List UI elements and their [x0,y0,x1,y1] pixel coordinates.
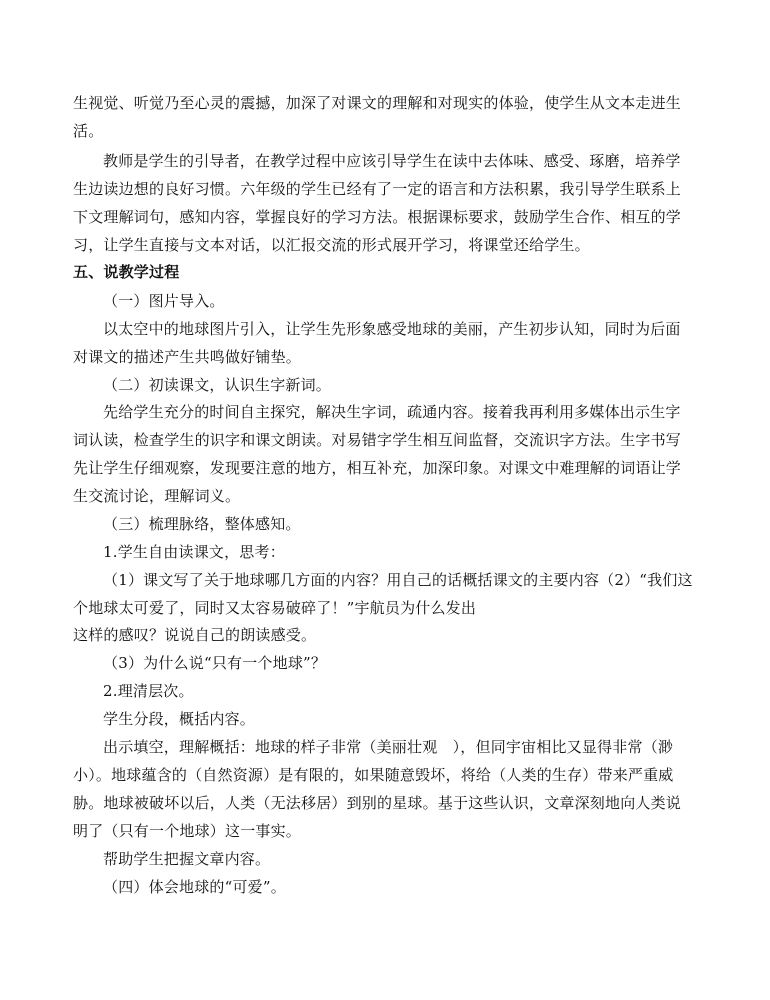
subsection-heading: （四）体会地球的“可爱”。 [103,878,286,896]
text-line: 小）。地球蕴含的（自然资源）是有限的，如果随意毁坏，将给（人类的生存）带来严重威 [73,766,674,784]
text-line: （3）为什么说“只有一个地球”？ [103,654,327,672]
text-line: 出示填空，理解概括：地球的样子非常（美丽壮观 ），但同宇宙相比又显得非常（渺 [103,738,674,756]
text-line: 教师是学生的引导者，在教学过程中应该引导学生在读中去体味、感受、琢磨，培养学 [103,152,681,170]
text-line: 生交流讨论，理解词义。 [73,487,241,505]
text-line: 先让学生仔细观察，发现要注意的地方，相互补充，加深印象。对课文中难理解的词语让学 [73,459,682,477]
text-line: 生边读边想的良好习惯。六年级的学生已经有了一定的语言和方法积累，我引导学生联系上 [73,180,682,198]
text-line: （1）课文写了关于地球哪几方面的内容？用自己的话概括课文的主要内容（2）“我们这 [103,571,693,589]
text-line: 学生分段，概括内容。 [103,710,256,728]
subsection-heading: （一）图片导入。 [103,292,225,310]
section-heading: 五、说教学过程 [73,263,180,281]
text-line: 词认读，检查学生的识字和课文朗读。对易错字学生相互间监督，交流识字方法。生字书写 [73,431,682,449]
text-line: 2.理清层次。 [103,682,194,700]
subsection-heading: （二）初读课文，认识生字新词。 [103,376,332,394]
text-line: 生视觉、听觉乃至心灵的震撼，加深了对课文的理解和对现实的体验，使学生从文本走进生 [73,94,682,112]
text-line: 对课文的描述产生共鸣做好铺垫。 [73,348,302,366]
text-line: 下文理解词句，感知内容，掌握良好的学习方法。根据课标要求，鼓励学生合作、相互的学 [73,208,682,226]
text-line: 这样的感叹？说说自己的朗读感受。 [73,626,317,644]
subsection-heading: （三）梳理脉络，整体感知。 [103,515,301,533]
text-line: 明了（只有一个地球）这一事实。 [73,822,302,840]
text-line: 个地球太可爱了，同时又太容易破碎了！”宇航员为什么发出 [73,599,477,617]
text-line: 帮助学生把握文章内容。 [103,850,271,868]
text-line: 活。 [73,122,104,140]
text-line: 以太空中的地球图片引入，让学生先形象感受地球的美丽，产生初步认知，同时为后面 [103,320,681,338]
text-line: 习，让学生直接与文本对话，以汇报交流的形式展开学习，将课堂还给学生。 [73,236,590,254]
text-line: 胁。地球被破坏以后，人类（无法移居）到别的星球。基于这些认识，文章深刻地向人类说 [73,794,682,812]
text-line: 先给学生充分的时间自主探究，解决生字词，疏通内容。接着我再利用多媒体出示生字 [103,403,681,421]
text-line: 1.学生自由读课文，思考： [103,543,285,561]
